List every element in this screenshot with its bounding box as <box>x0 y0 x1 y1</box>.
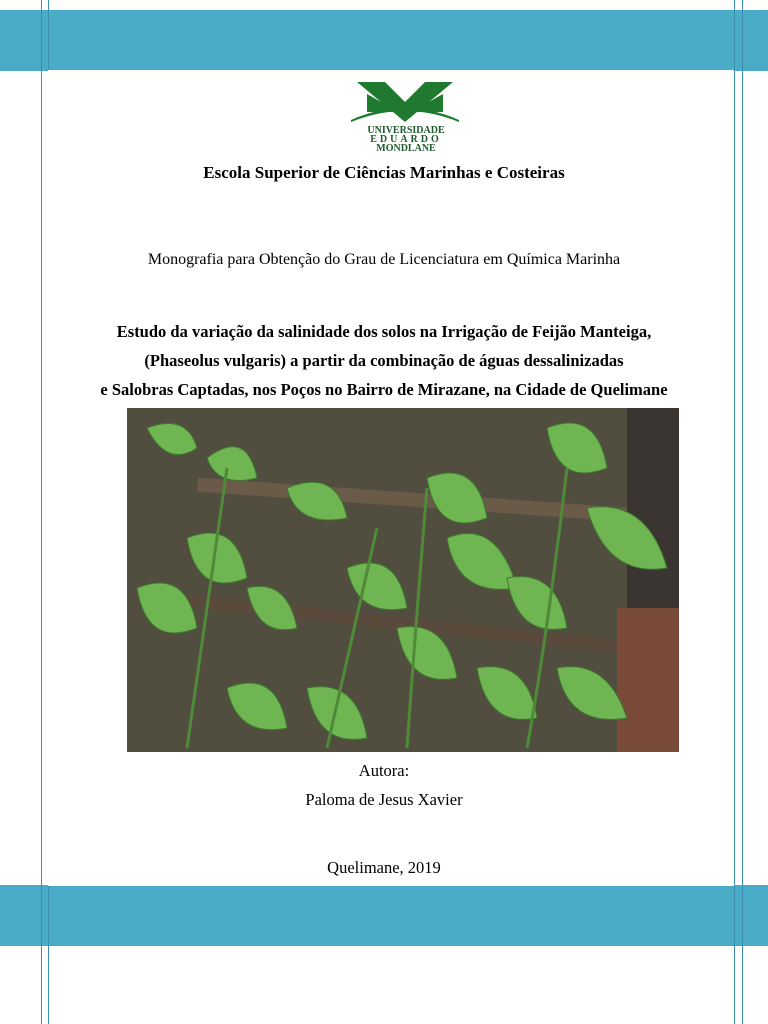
logo-text-3: MONDLANE <box>376 143 436 154</box>
thesis-title <box>0 317 768 404</box>
university-logo-icon <box>347 70 465 154</box>
logo-text-1: UNIVERSIDADE <box>367 125 445 136</box>
bean-plants-photo <box>127 408 679 752</box>
thesis-title-line-1: Estudo da variação da salinidade dos solos na Irrigação de Feijão Manteiga, <box>116 322 652 341</box>
top-band <box>0 10 768 71</box>
place-year: Quelimane, 2019 <box>327 858 441 877</box>
logo-text-2: EDUARDO <box>370 134 442 145</box>
author-name: Paloma de Jesus Xavier <box>305 790 463 809</box>
bottom-band <box>0 885 768 946</box>
thesis-title-line-3: e Salobras Captadas, nos Poços no Bairro de Mirazane, na Cidade de Quelimane <box>100 380 668 399</box>
degree-line: Monografia para Obtenção do Grau de Licenciatura em Química Marinha <box>147 251 621 268</box>
thesis-title-line-2: (Phaseolus vulgaris) a partir da combinação de águas dessalinizadas <box>144 351 624 370</box>
school-name: Escola Superior de Ciências Marinhas e Costeiras <box>203 163 565 182</box>
author-label: Autora: <box>358 761 410 780</box>
